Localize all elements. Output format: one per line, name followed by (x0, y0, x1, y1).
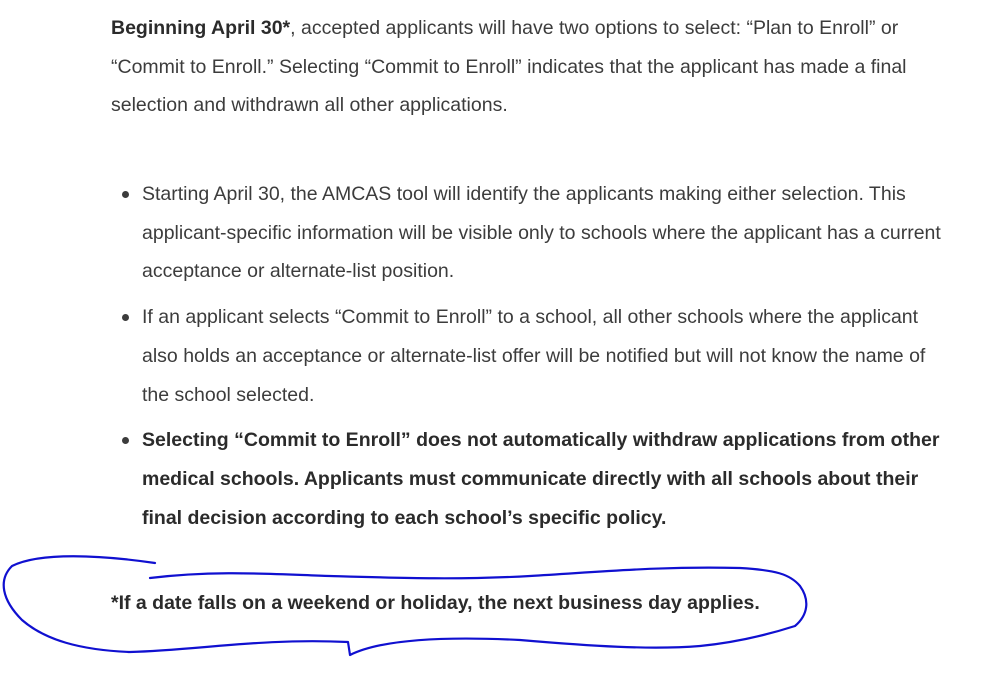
intro-bold-lead: Beginning April 30* (111, 17, 291, 39)
bullet-text: Selecting “Commit to Enroll” does not automatically withdraw applications from other medical schools. Applicants must communicate directly with all schools about their final decision according to each school’s specific policy. (142, 429, 940, 529)
list-item (142, 175, 957, 291)
bullet-text: Starting April 30, the AMCAS tool will identify the applicants making either selection. This applicant-specific information will be visible only to schools where the applicant has a current acceptance or alternate-list position. (142, 183, 941, 283)
list-item (142, 298, 957, 414)
footnote: *If a date falls on a weekend or holiday, the next business day applies. (111, 592, 760, 614)
bullet-text: If an applicant selects “Commit to Enroll” to a school, all other schools where the applicant also holds an acceptance or alternate-list offer will be notified but will not know the name of the school selected. (142, 306, 926, 406)
bullet-list (142, 175, 957, 544)
intro-text: , accepted applicants will have two options to select: “Plan to Enroll” or “Commit to Enroll.” Selecting “Commit to Enroll” indicates that the applicant has made a final selection and withdrawn all other applications. (111, 17, 907, 116)
bullet-dot-icon (122, 437, 129, 444)
bullet-dot-icon (122, 314, 129, 321)
intro-paragraph (111, 9, 971, 125)
list-item (142, 421, 957, 537)
bullet-dot-icon (122, 191, 129, 198)
